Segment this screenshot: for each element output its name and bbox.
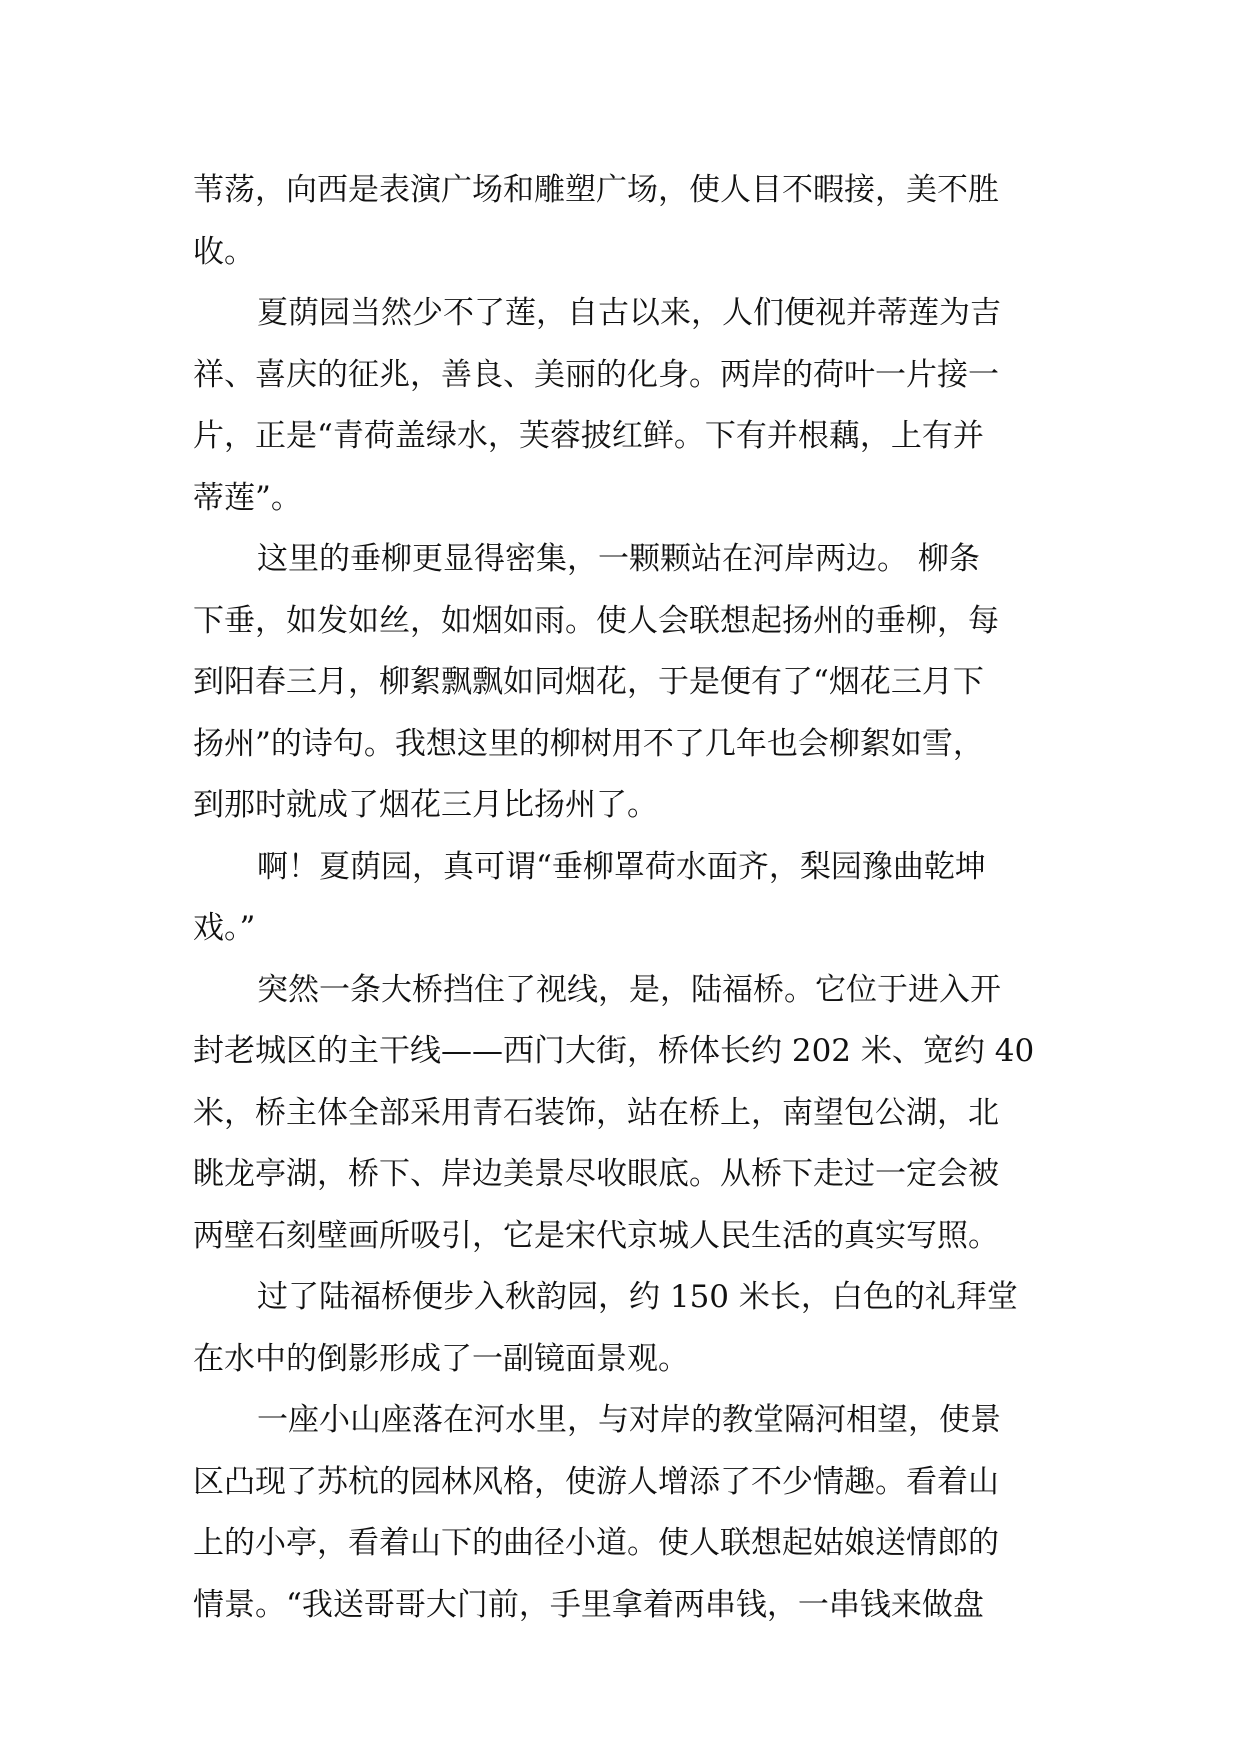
text-line: 扬州”的诗句。我想这里的柳树用不了几年也会柳絮如雪， [193, 725, 984, 762]
text-line: 一座小山座落在河水里，与对岸的教堂隔河相望，使景 [257, 1402, 1001, 1438]
text-line: 眺龙亭湖，桥下、岸边美景尽收眼底。从桥下走过一定会被 [193, 1156, 999, 1192]
text-line: 到那时就成了烟花三月比扬州了。 [193, 787, 658, 823]
text-line: 片，正是“青荷盖绿水，芙蓉披红鲜。下有并根藕，上有并 [193, 418, 984, 454]
text-line: 夏荫园当然少不了莲，自古以来，人们便视并蒂莲为吉 [257, 295, 1001, 331]
text-line: 啊！夏荫园，真可谓“垂柳罩荷水面齐，梨园豫曲乾坤 [257, 848, 986, 885]
text-line: 下垂，如发如丝，如烟如雨。使人会联想起扬州的垂柳，每 [193, 602, 999, 639]
text-line: 米，桥主体全部采用青石装饰，站在桥上，南望包公湖，北 [193, 1094, 999, 1131]
text-line: 在水中的倒影形成了一副镜面景观。 [193, 1340, 689, 1377]
text-line: 情景。“我送哥哥大门前，手里拿着两串钱，一串钱来做盘 [193, 1586, 984, 1623]
text-line: 封老城区的主干线——西门大街，桥体长约 202 米、宽约 40 [193, 1033, 1035, 1069]
text-line: 区凸现了苏杭的园林风格，使游人增添了不少情趣。看着山 [193, 1463, 999, 1500]
text-line: 这里的垂柳更显得密集，一颗颗站在河岸两边。 柳条 [257, 541, 980, 577]
text-line: 收。 [193, 233, 255, 270]
text-line: 突然一条大桥挡住了视线，是，陆福桥。它位于进入开 [257, 971, 1001, 1008]
text-line: 两壁石刻壁画所吸引，它是宋代京城人民生活的真实写照。 [193, 1217, 999, 1254]
text-line: 到阳春三月，柳絮飘飘如同烟花，于是便有了“烟花三月下 [193, 664, 984, 700]
text-line: 上的小亭，看着山下的曲径小道。使人联想起姑娘送情郎的 [193, 1525, 999, 1561]
text-line: 过了陆福桥便步入秋韵园，约 150 米长，白色的礼拜堂 [257, 1279, 1018, 1315]
text-line: 戏。” [193, 910, 256, 946]
text-line: 苇荡，向西是表演广场和雕塑广场，使人目不暇接，美不胜 [193, 172, 999, 208]
body-text [193, 160, 1053, 1636]
text-line: 祥、喜庆的征兆，善良、美丽的化身。两岸的荷叶一片接一 [193, 356, 999, 393]
text-line: 蒂莲”。 [193, 479, 302, 516]
